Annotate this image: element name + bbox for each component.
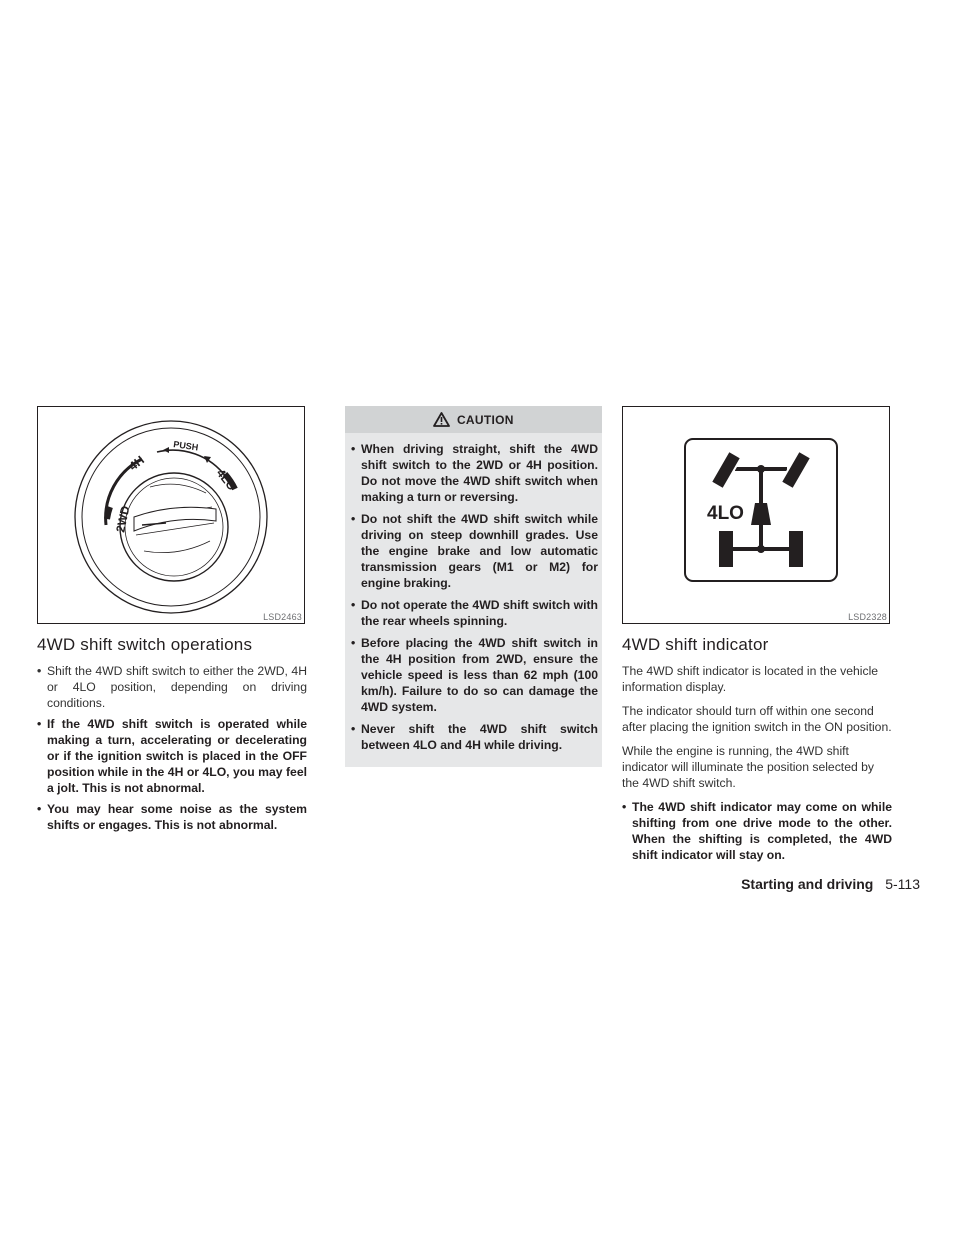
right-column (622, 406, 892, 868)
list-item: • Before placing the 4WD shift switch in the 4H position from 2WD, ensure the vehicle speed is less than 62 mph (100 km/h). Failure to do so can damage the 4WD system. (351, 635, 598, 715)
indicator-mode-label: 4LO (707, 503, 744, 524)
left-column (37, 406, 307, 838)
paragraph: While the engine is running, the 4WD shift indicator will illuminate the position selected by the 4WD shift switch. (622, 744, 875, 790)
paragraph: The indicator should turn off within one second after placing the ignition switch in the ON position. (622, 704, 892, 734)
list-item: • Never shift the 4WD shift switch between 4LO and 4H while driving. (351, 721, 598, 753)
page-number: 5-113 (885, 876, 920, 892)
caution-column (345, 406, 602, 767)
list-item: • Shift the 4WD shift switch to either the 2WD, 4H or 4LO position, depending on driving conditions. (37, 663, 307, 711)
label-4lo: 4LO (213, 466, 240, 494)
list-item: • Do not operate the 4WD shift switch with the rear wheels spinning. (351, 597, 598, 629)
warning-triangle-icon (433, 412, 450, 427)
page-footer (741, 876, 920, 892)
shift-switch-dial-illustration (38, 407, 304, 623)
list-item: • The 4WD shift indicator may come on while shifting from one drive mode to the other. When the shifting is completed, the 4WD shift indicator will stay on. (622, 799, 892, 863)
shift-indicator-list (622, 799, 892, 863)
label-2wd: 2WD (113, 504, 133, 534)
list-item: • When driving straight, shift the 4WD shift switch to the 2WD or 4H position. Do not move the 4WD shift switch when making a turn or reversing. (351, 441, 598, 505)
label-4h: 4H (126, 452, 147, 474)
caution-box (345, 406, 602, 767)
shift-indicator-illustration (623, 407, 889, 623)
shift-switch-figure (37, 406, 305, 624)
caution-heading: CAUTION (456, 413, 514, 427)
list-item: • If the 4WD shift switch is operated while making a turn, accelerating or decelerating or if the ignition switch is placed in the OFF position while in the 4H or 4LO, you may feel a jolt. This is not abnormal. (37, 716, 307, 796)
list-item: • Do not shift the 4WD shift switch while driving on steep downhill grades. Use the engine brake and low automatic transmission gears (M1 or M2) for engine braking. (351, 511, 598, 591)
figure-code: LSD2328 (848, 612, 887, 622)
list-item: • You may hear some noise as the system shifts or engages. This is not abnormal. (37, 801, 307, 833)
shift-indicator-figure (622, 406, 890, 624)
section-title-shift-indicator: 4WD shift indicator (622, 635, 769, 654)
section-title-switch-operations: 4WD shift switch operations (37, 635, 253, 654)
label-push: PUSH (172, 439, 199, 453)
footer-section-name: Starting and driving (741, 876, 874, 892)
caution-list (351, 441, 598, 753)
caution-header (345, 406, 602, 433)
figure-code: LSD2463 (263, 612, 302, 622)
switch-operations-list (37, 663, 307, 833)
paragraph: The 4WD shift indicator is located in the vehicle information display. (622, 664, 879, 694)
